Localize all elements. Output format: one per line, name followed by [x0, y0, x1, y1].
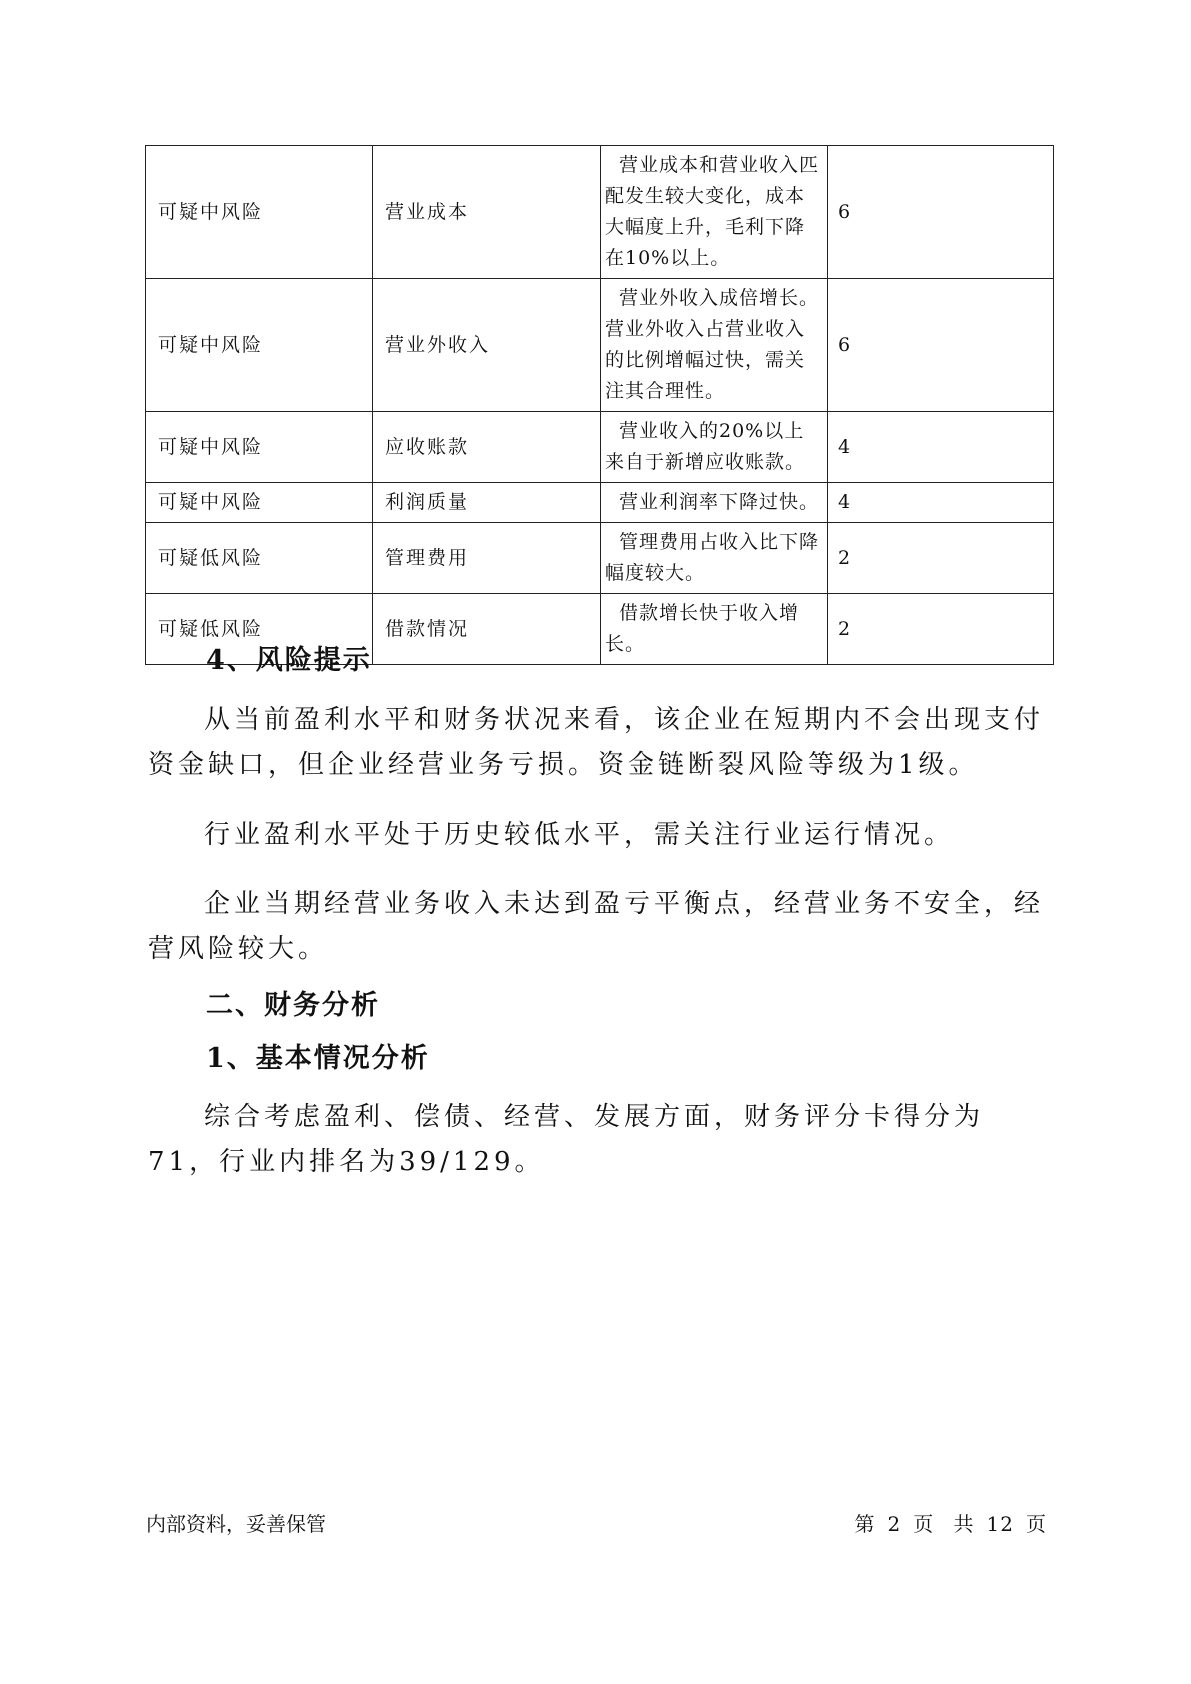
- risk-description-cell: [601, 594, 828, 665]
- risk-item-cell: 借款情况: [373, 594, 601, 665]
- risk-description-text: 营业收入的20%以上来自于新增应收账款。: [605, 420, 806, 473]
- risk-item-cell: 利润质量: [373, 483, 601, 523]
- risk-score-cell: 2: [828, 594, 1054, 665]
- table-row: [146, 279, 1054, 412]
- page-num: 2: [887, 1512, 902, 1536]
- risk-table-body: [146, 146, 1054, 665]
- risk-item-cell: 营业外收入: [373, 279, 601, 412]
- risk-description-text: 营业成本和营业收入匹配发生较大变化，成本大幅度上升，毛利下降在10%以上。: [605, 154, 820, 269]
- page-unit: 页: [913, 1512, 935, 1536]
- basic-analysis-paragraph: 综合考虑盈利、偿债、经营、发展方面，财务评分卡得分为71，行业内排名为39/129。: [148, 1102, 985, 1177]
- risk-item-cell: 营业成本: [373, 146, 601, 279]
- risk-description-cell: [601, 523, 828, 594]
- risk-score-cell: 2: [828, 523, 1054, 594]
- risk-paragraph-2: 行业盈利水平处于历史较低水平，需关注行业运行情况。: [204, 820, 955, 850]
- risk-level-cell: 可疑中风险: [146, 412, 373, 483]
- basic-analysis-heading: 1、基本情况分析: [206, 1043, 430, 1074]
- risk-description-cell: [601, 279, 828, 412]
- risk-paragraph-3: 企业当期经营业务收入未达到盈亏平衡点，经营业务不安全，经营风险较大。: [148, 889, 1045, 964]
- risk-table: [145, 145, 1054, 665]
- risk-score-cell: 4: [828, 412, 1054, 483]
- risk-level-cell: 可疑中风险: [146, 146, 373, 279]
- risk-description-cell: [601, 483, 828, 523]
- risk-section-heading: 4、风险提示: [206, 645, 372, 676]
- total-unit: 页: [1026, 1512, 1047, 1536]
- risk-paragraph-1: 从当前盈利水平和财务状况来看，该企业在短期内不会出现支付资金缺口，但企业经营业务亏损。资金链断裂风险等级为1级。: [148, 705, 1045, 780]
- footer-confidential-note: 内部资料，妥善保管: [146, 1512, 326, 1536]
- risk-item-cell: 应收账款: [373, 412, 601, 483]
- risk-description-cell: [601, 412, 828, 483]
- risk-level-cell: 可疑中风险: [146, 279, 373, 412]
- table-row: [146, 483, 1054, 523]
- risk-item-cell: 管理费用: [373, 523, 601, 594]
- risk-level-cell: 可疑中风险: [146, 483, 373, 523]
- risk-score-cell: 6: [828, 146, 1054, 279]
- risk-description-text: 营业外收入成倍增长。营业外收入占营业收入的比例增幅过快，需关注其合理性。: [605, 287, 820, 402]
- risk-score-cell: 6: [828, 279, 1054, 412]
- risk-description-text: 管理费用占收入比下降幅度较大。: [605, 531, 820, 584]
- risk-description-cell: [601, 146, 828, 279]
- risk-description-text: 营业利润率下降过快。: [619, 491, 820, 513]
- total-num: 12: [986, 1512, 1014, 1536]
- risk-description-text: 借款增长快于收入增长。: [605, 602, 800, 655]
- table-row: [146, 146, 1054, 279]
- risk-score-cell: 4: [828, 483, 1054, 523]
- table-row: [146, 412, 1054, 483]
- footer-page-number: [848, 1508, 1053, 1537]
- total-label: 共: [953, 1512, 975, 1536]
- table-row: [146, 523, 1054, 594]
- risk-level-cell: 可疑低风险: [146, 594, 373, 665]
- page-label: 第: [854, 1512, 876, 1536]
- risk-level-cell: 可疑低风险: [146, 523, 373, 594]
- finance-section-heading: 二、财务分析: [206, 990, 380, 1021]
